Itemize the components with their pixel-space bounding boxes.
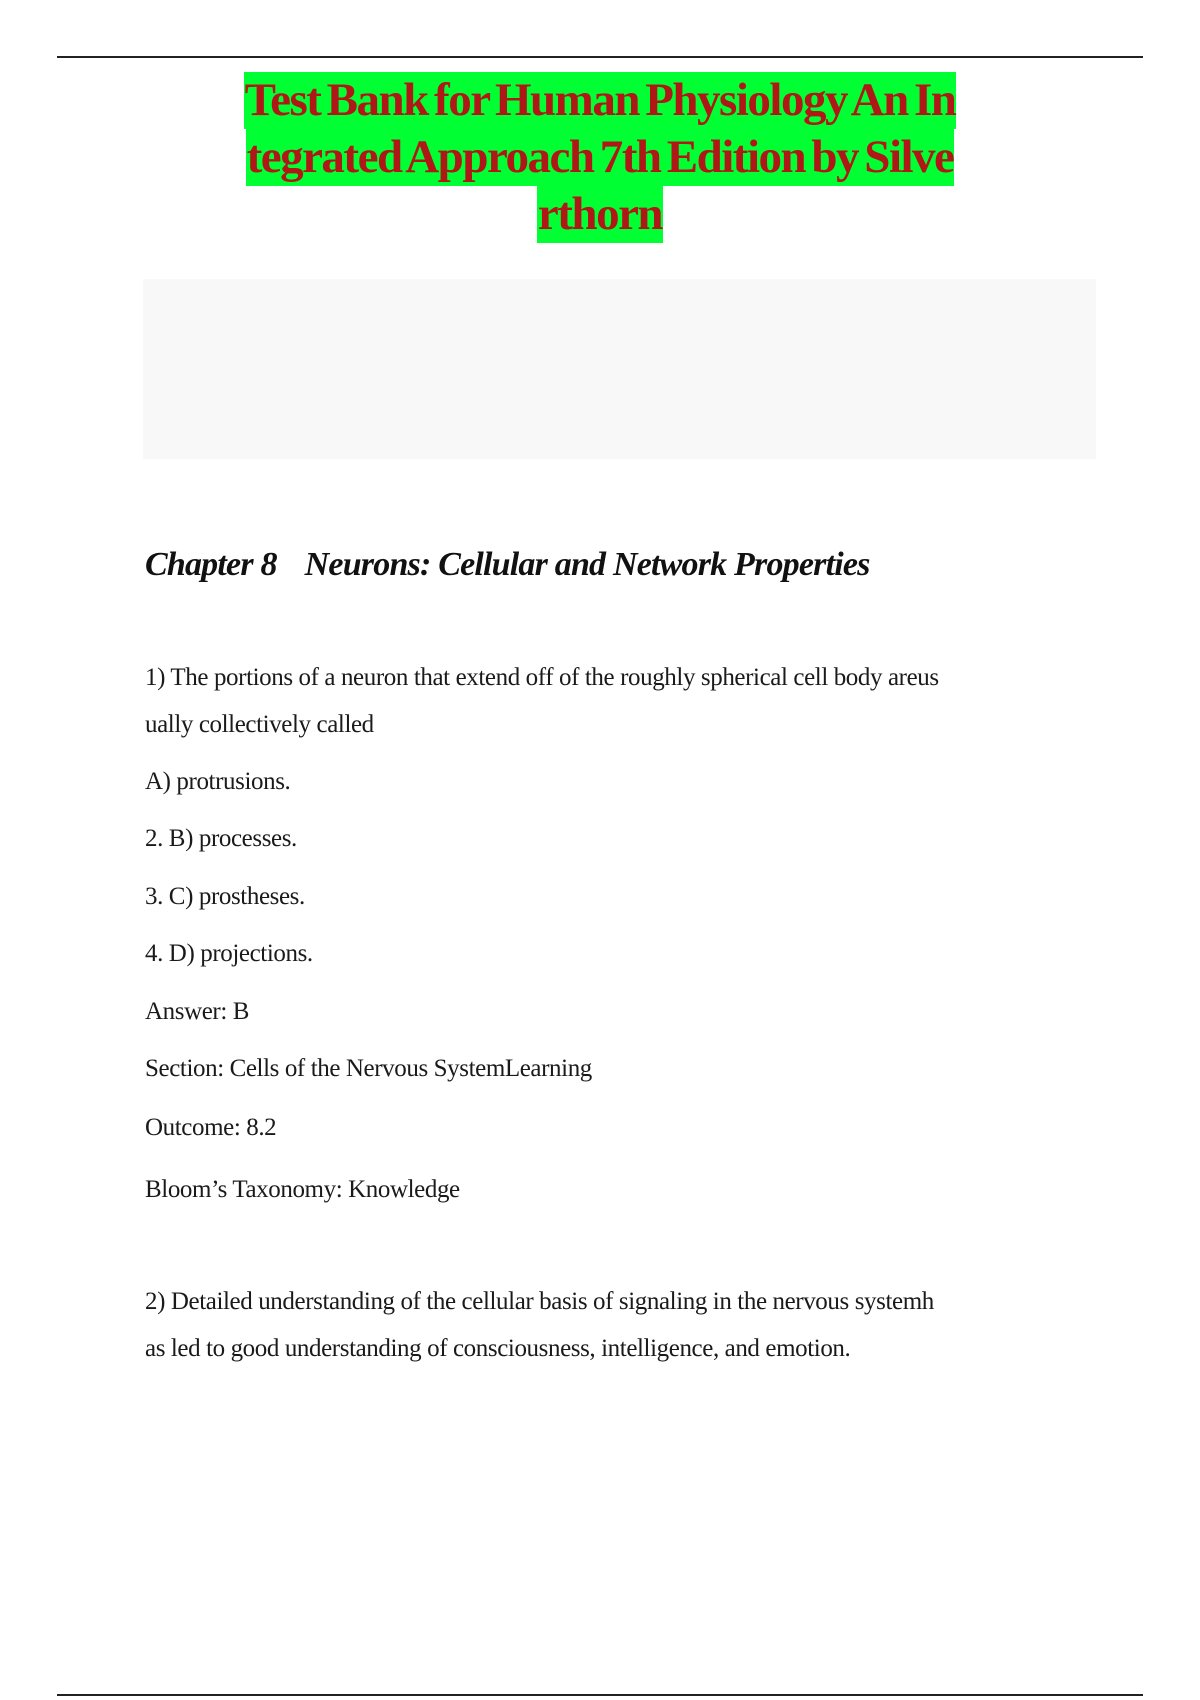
question-1-section: Section: Cells of the Nervous SystemLearning [145, 1055, 592, 1082]
title-line-1: Test Bank for Human Physiology An In [244, 72, 957, 129]
top-rule [57, 56, 1143, 58]
bottom-rule [57, 1694, 1143, 1696]
title-line-3: rthorn [537, 186, 663, 243]
question-1-answer: Answer: B [145, 998, 250, 1025]
question-2-stem-line-1: 2) Detailed understanding of the cellular basis of signaling in the nervous systemh [145, 1288, 934, 1315]
question-1-option-d: 4. D) projections. [145, 940, 313, 967]
question-1-outcome: Outcome: 8.2 [145, 1114, 277, 1141]
question-1-option-a: A) protrusions. [145, 768, 291, 795]
document-title [0, 72, 1200, 243]
question-1-option-c: 3. C) prostheses. [145, 883, 305, 910]
chapter-number: Chapter 8 [145, 546, 277, 583]
question-2-stem-line-2: as led to good understanding of consciousness, intelligence, and emotion. [145, 1335, 851, 1362]
question-1-stem-line-2: ually collectively called [145, 711, 374, 738]
faded-content-block [143, 279, 1096, 459]
question-1-option-b: 2. B) processes. [145, 825, 297, 852]
chapter-heading [145, 546, 870, 584]
title-line-2: tegrated Approach 7th Edition by Silve [246, 129, 955, 186]
chapter-title: Neurons: Cellular and Network Properties [304, 546, 870, 583]
question-1-stem-line-1: 1) The portions of a neuron that extend off of the roughly spherical cell body areus [145, 664, 939, 691]
question-1-taxonomy: Bloom’s Taxonomy: Knowledge [145, 1176, 460, 1203]
